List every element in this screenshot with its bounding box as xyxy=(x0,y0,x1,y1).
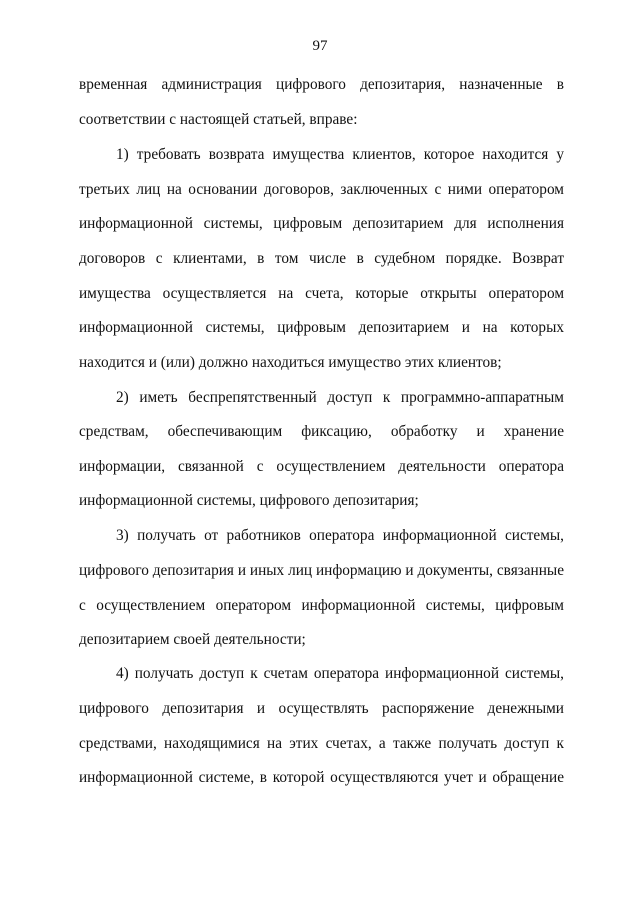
text-line: находится и (или) должно находиться имущество этих клиентов; xyxy=(79,354,502,371)
text-line: 3) получать от работников оператора информационной системы, xyxy=(116,527,564,544)
text-line: средствам, обеспечивающим фиксацию, обработку и хранение xyxy=(79,423,564,440)
page-number: 97 xyxy=(312,38,328,54)
text-line: временная администрация цифрового депозитария, назначенные в xyxy=(79,76,564,93)
text-line: 4) получать доступ к счетам оператора информационной системы, xyxy=(116,665,564,682)
text-line: средствами, находящимися на этих счетах, а также получать доступ к xyxy=(79,735,564,752)
text-line: депозитарием своей деятельности; xyxy=(79,631,306,648)
text-line: 1) требовать возврата имущества клиентов, которое находится у xyxy=(116,146,564,163)
text-line: информационной системе, в которой осуществляются учет и обращение xyxy=(79,769,564,786)
text-line: цифрового депозитария и иных лиц информацию и документы, связанные xyxy=(79,562,564,579)
text-line: информационной системы, цифровым депозитарием и на которых xyxy=(79,319,564,336)
text-line: договоров с клиентами, в том числе в судебном порядке. Возврат xyxy=(79,250,564,267)
text-line: информационной системы, цифровым депозитарием для исполнения xyxy=(79,215,564,232)
text-line: третьих лиц на основании договоров, заключенных с ними оператором xyxy=(79,181,564,198)
text-line: с осуществлением оператором информационной системы, цифровым xyxy=(79,597,564,614)
text-line: информационной системы, цифрового депозитария; xyxy=(79,492,419,509)
text-line: имущества осуществляется на счета, которые открыты оператором xyxy=(79,285,564,302)
text-line: цифрового депозитария и осуществлять распоряжение денежными xyxy=(79,700,564,717)
text-line: соответствии с настоящей статьей, вправе: xyxy=(79,111,358,128)
text-line: информации, связанной с осуществлением деятельности оператора xyxy=(79,458,564,475)
text-line: 2) иметь беспрепятственный доступ к программно-аппаратным xyxy=(116,389,564,406)
